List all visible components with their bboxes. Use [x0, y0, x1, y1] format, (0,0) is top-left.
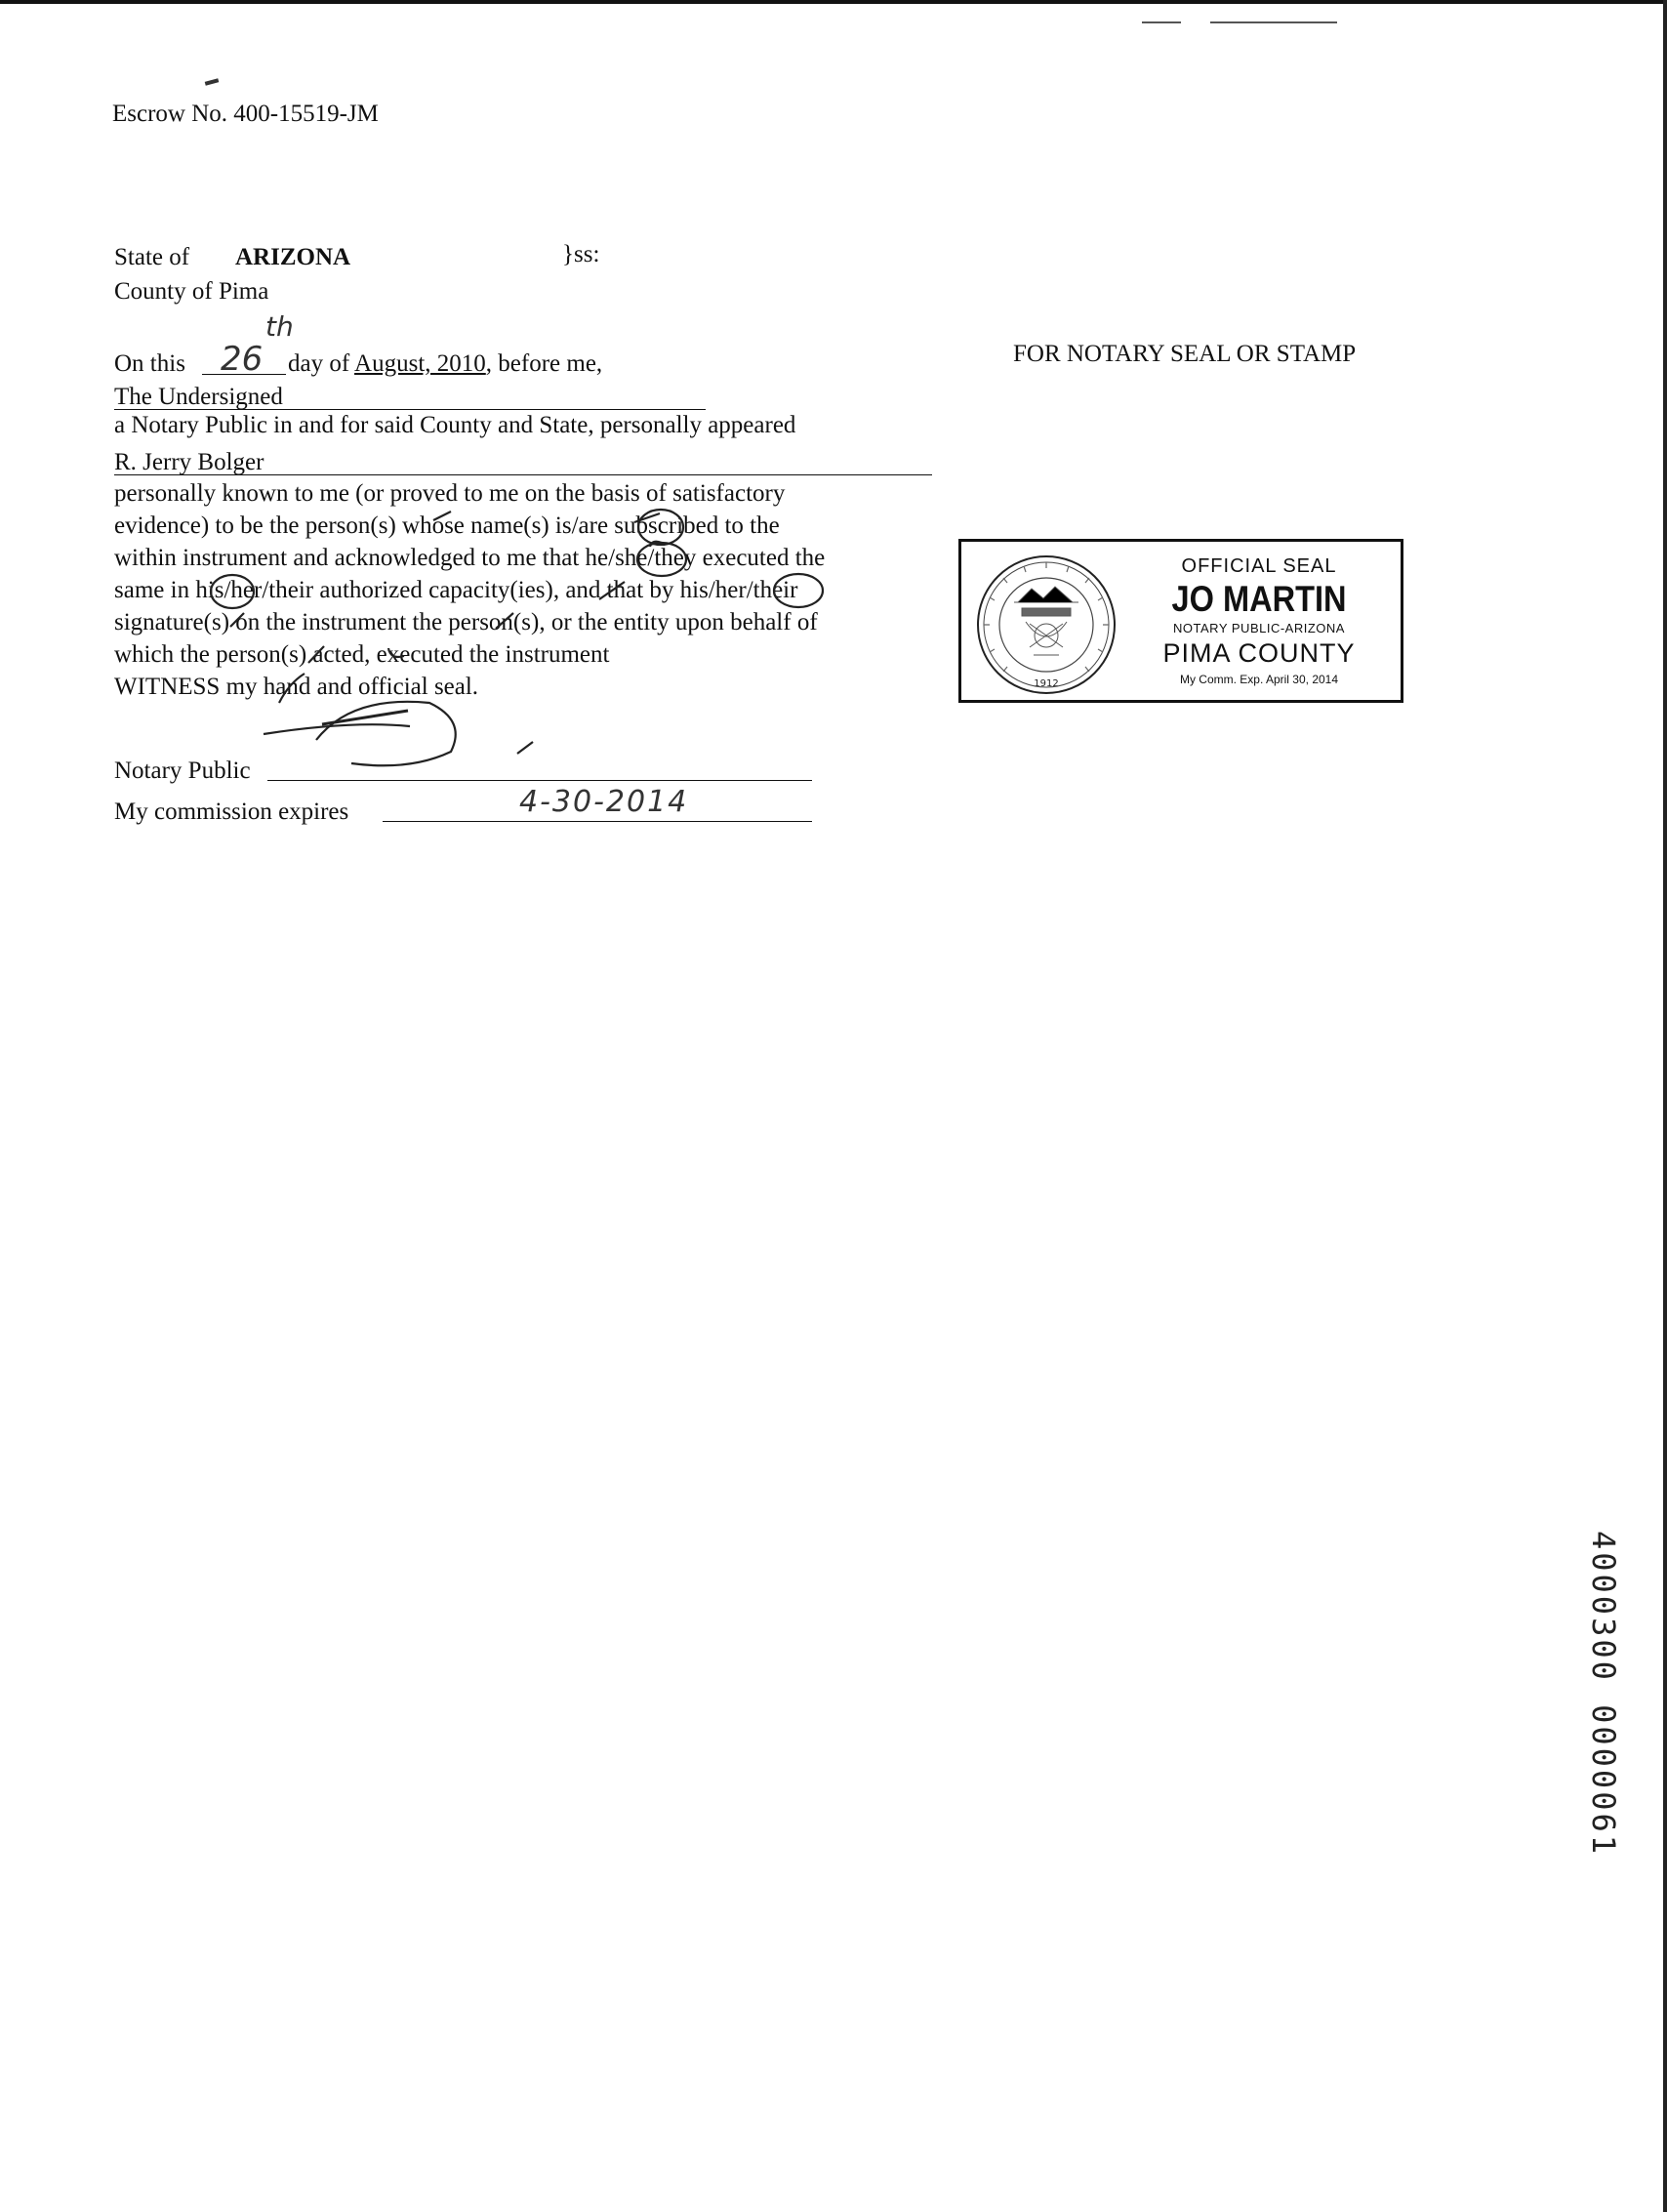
strike-person-s: [496, 613, 513, 629]
officer-name: The Undersigned: [114, 384, 283, 410]
body-line: within instrument and acknowledged to me that he/she/they executed the: [114, 545, 826, 571]
state-value: ARIZONA: [235, 244, 351, 270]
seal-line-name: JO MARTIN: [1171, 579, 1347, 619]
day-suffix-handwritten: th: [265, 310, 294, 343]
ss-label: }ss:: [562, 241, 600, 267]
seal-text-block: [1118, 553, 1401, 690]
strike-name-s: [634, 513, 660, 522]
body-line: WITNESS my hand and official seal.: [114, 674, 479, 700]
seal-year: 1912: [1034, 678, 1059, 689]
circle-is-mark: [638, 510, 683, 545]
margin-batch-stamp: [1581, 1531, 1626, 1857]
month-year: August, 2010: [354, 350, 486, 377]
notary-line: a Notary Public in and for said County and State, personally appeared: [114, 412, 796, 438]
body-line: same in his/her/their authorized capacity(ies), and that by his/her/their: [114, 577, 798, 603]
county-value: Pima: [218, 278, 269, 305]
commission-date-handwritten: 4-30-2014: [519, 785, 689, 819]
day-handwritten: 26: [221, 340, 264, 379]
escrow-number: 400-15519-JM: [233, 101, 379, 127]
strike-person-s: [308, 646, 324, 663]
before-me: , before me,: [485, 350, 603, 377]
day-of-label: day of: [288, 350, 350, 377]
strike-ies-mark: [599, 582, 625, 599]
body-line: which the person(s) acted, executed the instrument: [114, 641, 610, 668]
body-line: evidence) to be the person(s) whose name(s) is/are subscribed to the: [114, 512, 780, 539]
appeared-name: R. Jerry Bolger: [114, 449, 264, 475]
commission-date-line: [383, 821, 812, 822]
signature-line: [267, 780, 812, 781]
seal-line-official: OFFICIAL SEAL: [1181, 555, 1337, 577]
circle-his-mark: [211, 575, 254, 608]
seal-heading: FOR NOTARY SEAL OR STAMP: [1013, 341, 1357, 367]
strike-signature-s: [230, 613, 244, 627]
notary-signature: [264, 724, 410, 734]
seal-line-county: PIMA COUNTY: [1162, 638, 1356, 668]
notary-signature: [279, 674, 305, 703]
on-this-label: On this: [114, 350, 185, 377]
strike-person-s: [433, 512, 451, 520]
seal-line-expiration: My Comm. Exp. April 30, 2014: [1179, 673, 1339, 686]
notary-signature: [517, 742, 533, 754]
body-line: personally known to me (or proved to me on the basis of satisfactory: [114, 480, 786, 507]
batch-number: 4000300 0000061: [1585, 1531, 1622, 1857]
circle-he-mark: [637, 543, 686, 576]
body-line: signature(s) on the instrument the person(s), or the entity upon behalf of: [114, 609, 818, 635]
comma-mark: [388, 648, 404, 657]
commission-label: My commission expires: [114, 799, 349, 825]
escrow-label: Escrow No.: [112, 101, 228, 127]
state-label: State of: [114, 244, 190, 270]
state-seal-icon: [975, 553, 1118, 696]
notary-seal-stamp: [958, 539, 1403, 703]
county-label: County of: [114, 278, 213, 305]
notary-signature: [322, 711, 408, 724]
seal-line-title: NOTARY PUBLIC-ARIZONA: [1173, 621, 1345, 635]
notary-public-label: Notary Public: [114, 758, 251, 784]
notary-signature: [316, 702, 456, 765]
circle-his-mark: [774, 574, 823, 607]
